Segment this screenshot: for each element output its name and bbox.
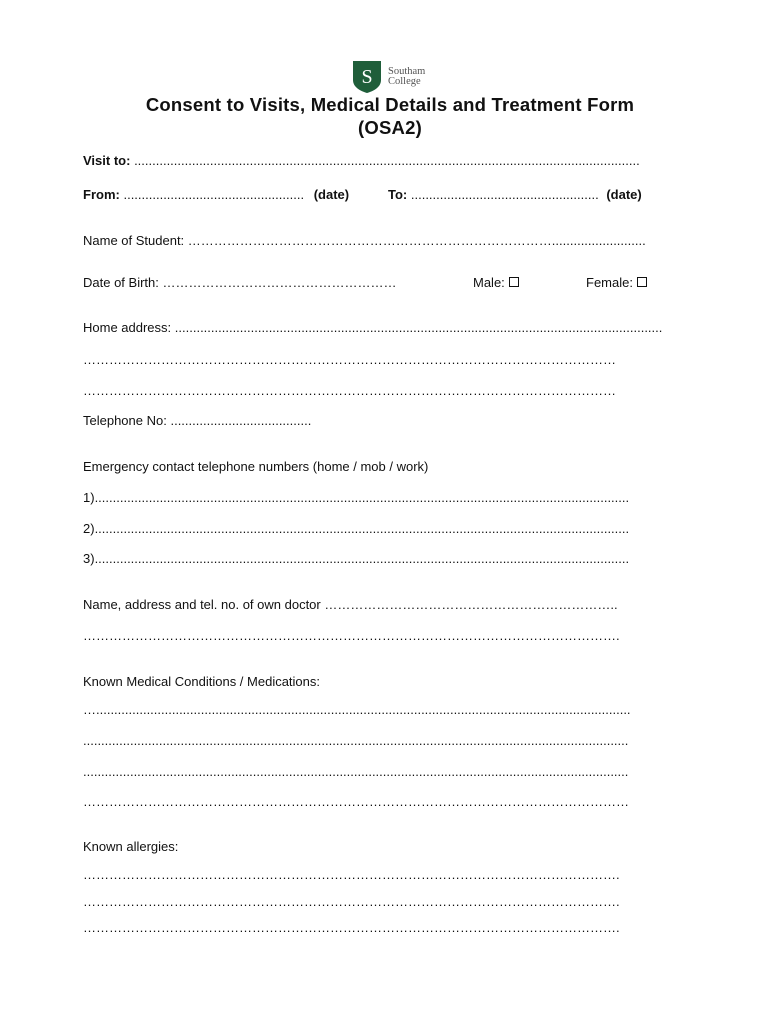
visit-to-field[interactable]: ............................................................................................................................................ bbox=[134, 153, 640, 168]
allergies-field-2[interactable]: ……………………………………………………………………………………………………………. bbox=[83, 894, 620, 909]
doctor-label: Name, address and tel. no. of own doctor bbox=[83, 597, 321, 612]
doctor-field-1[interactable]: ………………………………………………………….. bbox=[324, 597, 618, 612]
medical-line-3[interactable] bbox=[83, 764, 628, 780]
medical-line-4[interactable] bbox=[83, 794, 629, 810]
logo-text bbox=[388, 67, 425, 87]
home-address-line-2[interactable] bbox=[83, 352, 616, 368]
dob-label: Date of Birth: bbox=[83, 275, 159, 290]
medical-line-2[interactable] bbox=[83, 733, 628, 749]
title-line1: Consent to Visits, Medical Details and Treatment Form bbox=[145, 94, 635, 115]
home-address-field-2[interactable]: …………………………………………………………………………………………………………… bbox=[83, 352, 616, 367]
from-date-suffix: (date) bbox=[313, 187, 350, 202]
home-address-line-3[interactable] bbox=[83, 383, 616, 399]
visit-to-row bbox=[83, 153, 640, 169]
male-checkbox[interactable] bbox=[509, 277, 519, 287]
medical-field-3[interactable]: ....................................................................................................................................................... bbox=[83, 764, 629, 779]
dob-row bbox=[83, 275, 397, 291]
form-title bbox=[0, 93, 770, 139]
emergency-prefix-1: 1) bbox=[83, 490, 95, 505]
female-option bbox=[586, 275, 647, 291]
logo-line2: College bbox=[388, 76, 421, 87]
male-label: Male: bbox=[473, 275, 505, 290]
emergency-heading: Emergency contact telephone numbers (home / mob / work) bbox=[83, 459, 429, 474]
medical-heading: Known Medical Conditions / Medications: bbox=[83, 674, 321, 689]
logo-line1: Southam bbox=[388, 66, 426, 77]
southam-college-logo bbox=[352, 60, 425, 94]
student-name-row bbox=[83, 233, 646, 249]
home-address-label: Home address: bbox=[83, 320, 172, 335]
home-address-row bbox=[83, 320, 662, 336]
to-label: To: bbox=[388, 187, 408, 202]
male-option bbox=[473, 275, 519, 291]
telephone-field[interactable]: ....................................... bbox=[170, 413, 312, 428]
medical-line-1[interactable] bbox=[83, 702, 631, 718]
female-label: Female: bbox=[586, 275, 633, 290]
from-label: From: bbox=[83, 187, 120, 202]
dob-field[interactable]: ……………………………………………… bbox=[162, 275, 397, 290]
from-row bbox=[83, 187, 349, 203]
medical-field-4[interactable]: ……………………………………………………………………………………………………………… bbox=[83, 794, 629, 809]
title-line2: (OSA2) bbox=[358, 117, 422, 138]
home-address-field-3[interactable]: …………………………………………………………………………………………………………… bbox=[83, 383, 616, 398]
student-name-field[interactable]: ………………………………………………………………………….......................... bbox=[187, 233, 646, 248]
student-name-label: Name of Student: bbox=[83, 233, 185, 248]
medical-field-2[interactable]: ....................................................................................................................................................... bbox=[83, 733, 629, 748]
allergies-heading: Known allergies: bbox=[83, 839, 179, 854]
allergies-line-1[interactable] bbox=[83, 867, 620, 883]
from-date-field[interactable]: .................................................. bbox=[123, 187, 305, 202]
to-row bbox=[388, 187, 642, 203]
female-checkbox[interactable] bbox=[637, 277, 647, 287]
emergency-prefix-2: 2) bbox=[83, 521, 95, 536]
visit-to-label: Visit to: bbox=[83, 153, 131, 168]
telephone-label: Telephone No: bbox=[83, 413, 167, 428]
logo-letter: S bbox=[361, 66, 373, 88]
emergency-prefix-3: 3) bbox=[83, 551, 95, 566]
allergies-field-1[interactable]: ……………………………………………………………………………………………………………. bbox=[83, 867, 620, 882]
emergency-line-3 bbox=[83, 551, 629, 567]
doctor-line-2[interactable] bbox=[83, 628, 620, 644]
emergency-line-2 bbox=[83, 521, 629, 537]
emergency-field-1[interactable]: .................................................................................................................................................... bbox=[94, 490, 630, 505]
to-date-field[interactable]: .................................................... bbox=[410, 187, 599, 202]
doctor-row bbox=[83, 597, 618, 613]
allergies-line-3[interactable] bbox=[83, 920, 620, 936]
emergency-field-3[interactable]: .................................................................................................................................................... bbox=[94, 551, 630, 566]
emergency-line-1 bbox=[83, 490, 629, 506]
doctor-field-2[interactable]: ……………………………………………………………………………………………………………. bbox=[83, 628, 620, 643]
home-address-field-1[interactable]: ....................................................................................................................................... bbox=[174, 320, 663, 335]
shield-logo-icon bbox=[352, 60, 382, 94]
allergies-field-3[interactable]: ……………………………………………………………………………………………………………. bbox=[83, 920, 620, 935]
medical-field-1[interactable]: ….................................................................................................................................................... bbox=[83, 702, 631, 717]
emergency-field-2[interactable]: .................................................................................................................................................... bbox=[94, 521, 630, 536]
allergies-line-2[interactable] bbox=[83, 894, 620, 910]
telephone-row bbox=[83, 413, 311, 429]
to-date-suffix: (date) bbox=[606, 187, 642, 202]
